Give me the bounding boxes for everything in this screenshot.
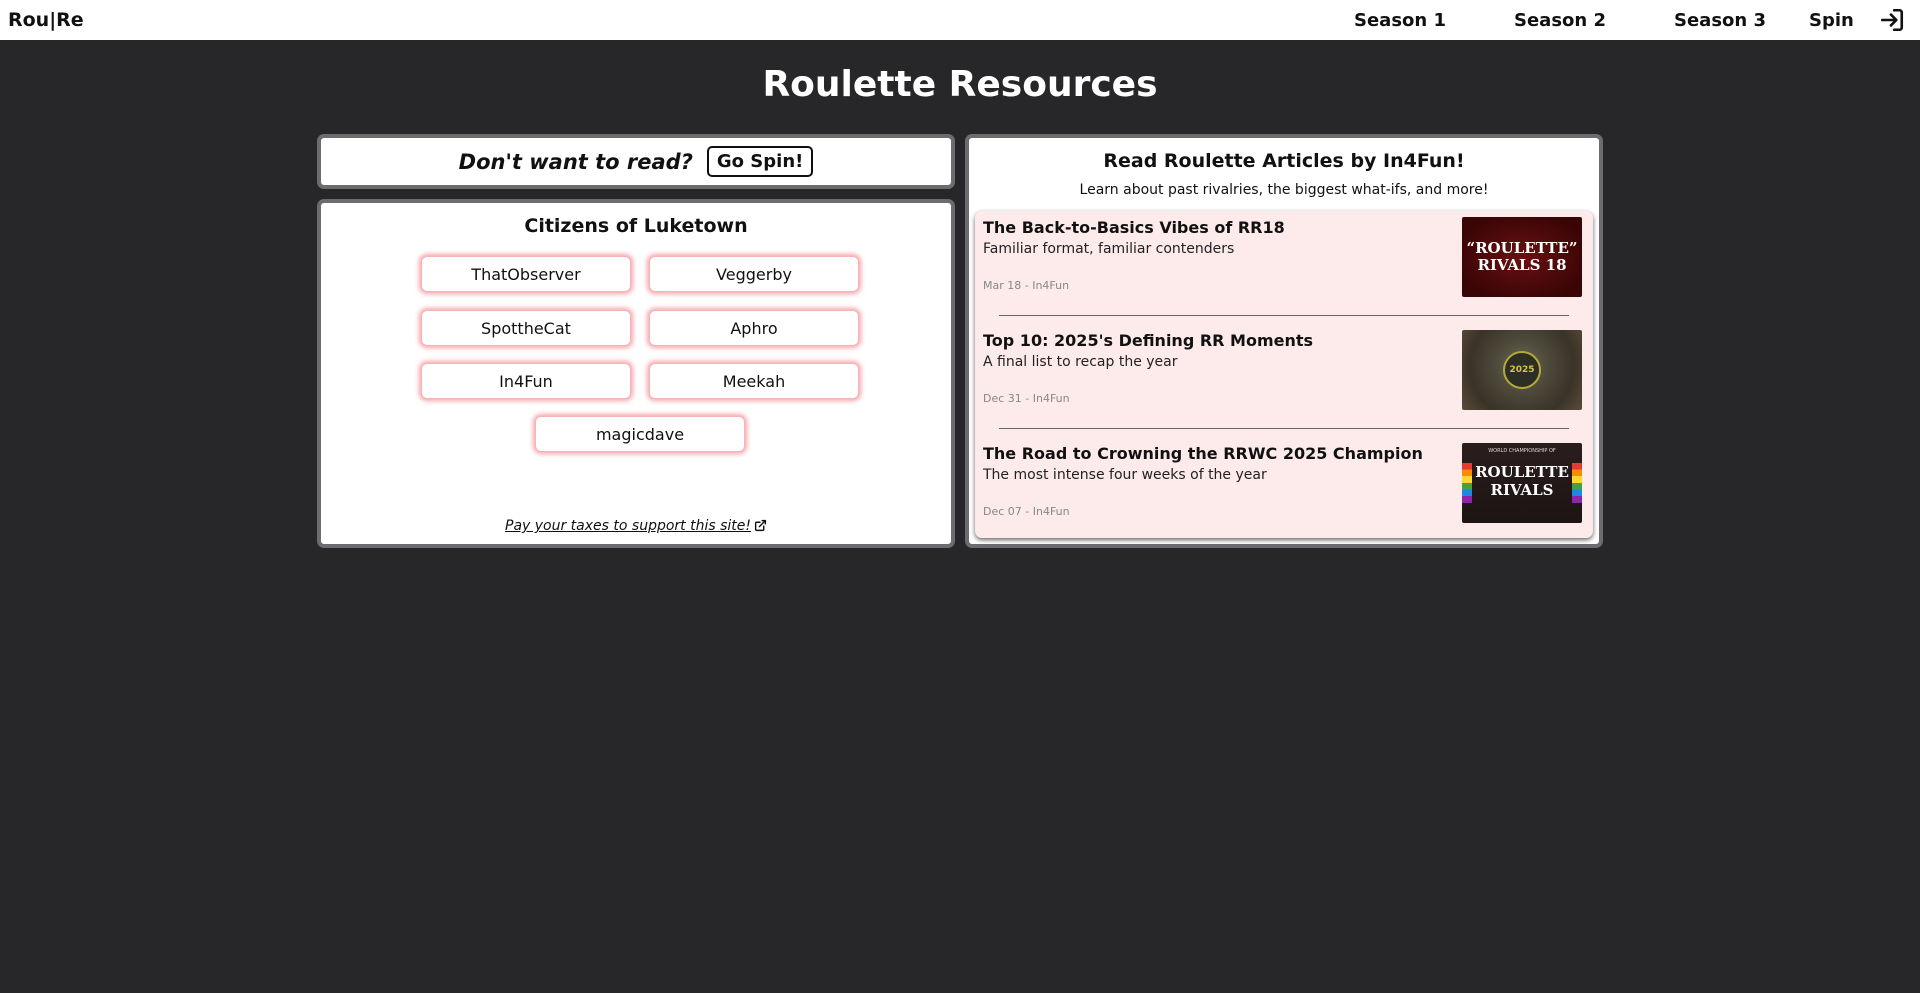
articles-subtitle: Learn about past rivalries, the biggest what-ifs, and more! — [1079, 182, 1489, 198]
spin-prompt-question: Don't want to read? — [458, 149, 693, 174]
article-divider — [999, 428, 1569, 429]
external-link-icon — [754, 519, 767, 532]
thumbnail-text: 2025 — [1509, 365, 1535, 375]
articles-title: Read Roulette Articles by In4Fun! — [1103, 150, 1465, 172]
thumbnail-caption: WORLD CHAMPIONSHIP OF — [1488, 448, 1556, 454]
go-spin-button[interactable]: Go Spin! — [707, 146, 813, 177]
article-thumbnail — [1462, 443, 1582, 523]
article-item-rr18[interactable] — [975, 211, 1593, 324]
nav-link-spin[interactable]: Spin — [1809, 9, 1854, 31]
article-meta: Mar 18 - In4Fun — [983, 279, 1070, 292]
citizen-button-aphro[interactable]: Aphro — [649, 310, 859, 346]
brand-logo[interactable]: Rou|Re — [8, 9, 84, 31]
article-meta: Dec 31 - In4Fun — [983, 392, 1070, 405]
citizens-panel — [317, 199, 955, 548]
article-item-top10-2025[interactable] — [975, 324, 1593, 437]
thumbnail-text: “ROULETTE” RIVALS 18 — [1466, 239, 1578, 274]
citizen-button-magicdave[interactable]: magicdave — [535, 416, 745, 452]
thumbnail-text: ROULETTE RIVALS — [1475, 463, 1569, 499]
article-title: The Back-to-Basics Vibes of RR18 — [983, 218, 1285, 237]
article-meta: Dec 07 - In4Fun — [983, 505, 1070, 518]
article-title: Top 10: 2025's Defining RR Moments — [983, 331, 1314, 350]
trophy-badge-icon — [1503, 351, 1541, 389]
citizen-button-thatobserver[interactable]: ThatObserver — [421, 256, 631, 292]
article-thumbnail — [1462, 217, 1582, 297]
article-divider — [999, 315, 1569, 316]
articles-list — [975, 211, 1593, 538]
nav-link-season-2[interactable]: Season 2 — [1514, 9, 1607, 31]
taxes-link-label: Pay your taxes to support this site! — [505, 518, 751, 534]
page-title: Roulette Resources — [762, 64, 1158, 105]
article-subtitle: Familiar format, familiar contenders — [983, 241, 1235, 257]
spin-prompt-panel — [317, 134, 955, 189]
article-subtitle: A final list to recap the year — [983, 354, 1178, 370]
login-icon[interactable] — [1879, 7, 1905, 33]
citizen-button-veggerby[interactable]: Veggerby — [649, 256, 859, 292]
article-item-rrwc-2025[interactable] — [975, 437, 1593, 550]
article-subtitle: The most intense four weeks of the year — [983, 467, 1267, 483]
articles-panel — [965, 134, 1603, 548]
citizen-button-in4fun[interactable]: In4Fun — [421, 363, 631, 399]
nav-link-season-1[interactable]: Season 1 — [1354, 9, 1447, 31]
nav-link-season-3[interactable]: Season 3 — [1674, 9, 1767, 31]
taxes-support-link[interactable] — [321, 518, 951, 534]
citizen-button-meekah[interactable]: Meekah — [649, 363, 859, 399]
article-title: The Road to Crowning the RRWC 2025 Champion — [983, 444, 1423, 463]
top-nav — [0, 0, 1920, 40]
citizen-button-spottthecat[interactable]: SpottheCat — [421, 310, 631, 346]
article-thumbnail — [1462, 330, 1582, 410]
citizens-title: Citizens of Luketown — [524, 215, 748, 237]
